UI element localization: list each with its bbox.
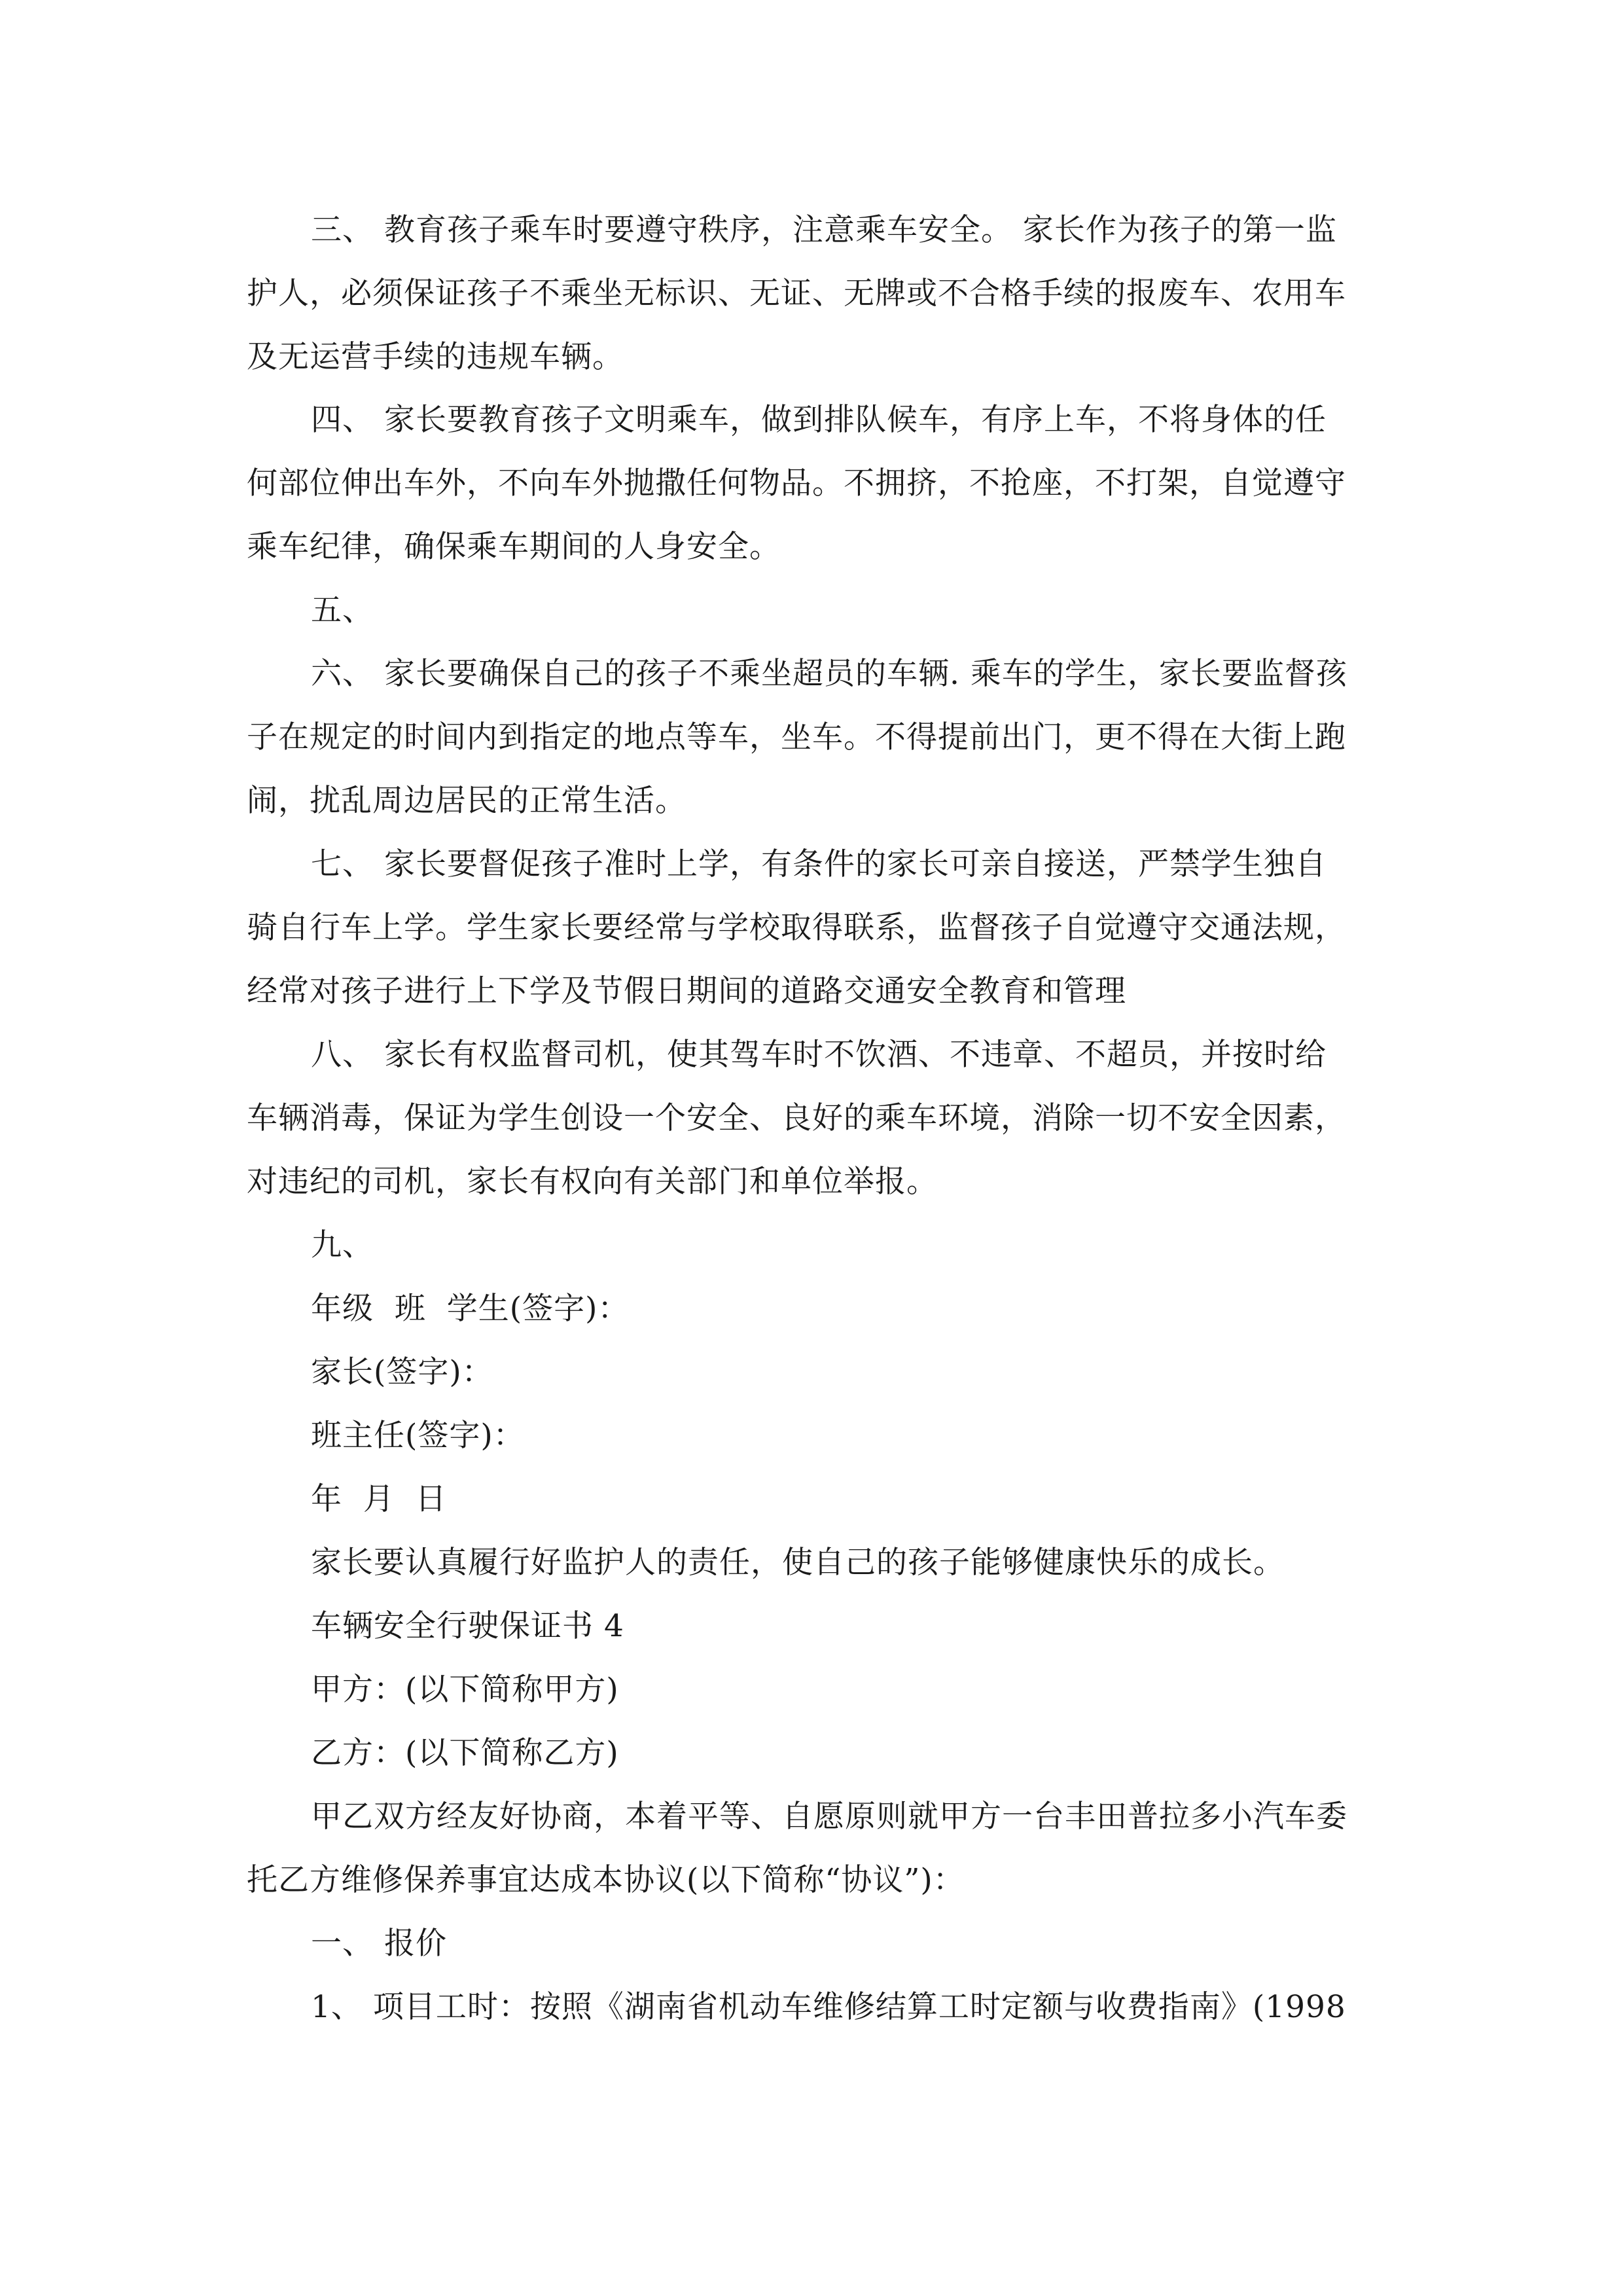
party-a: 甲方：(以下简称甲方): [311, 1672, 619, 1708]
paragraph-3-line-1: 三、 教育孩子乘车时要遵守秩序，注意乘车安全。 家长作为孩子的第一监: [311, 212, 1337, 248]
paragraph-3-line-2: 护人，必须保证孩子不乘坐无标识、无证、无牌或不合格手续的报废车、农用车: [247, 276, 1346, 312]
paragraph-4-line-1: 四、 家长要教育孩子文明乘车，做到排队候车，有序上车，不将身体的任: [311, 402, 1327, 438]
paragraph-7-line-1: 七、 家长要督促孩子准时上学，有条件的家长可亲自接送，严禁学生独自: [311, 846, 1327, 882]
signature-parent: 家长(签字)：: [311, 1354, 493, 1390]
paragraph-8-line-3: 对违纪的司机，家长有权向有关部门和单位举报。: [247, 1164, 938, 1200]
paragraph-7-line-2: 骑自行车上学。学生家长要经常与学校取得联系，监督孩子自觉遵守交通法规，: [247, 910, 1346, 946]
section-title: 车辆安全行驶保证书 4: [311, 1608, 624, 1644]
paragraph-9-line-1: 九、: [311, 1227, 374, 1263]
item-1-1: 1、 项目工时：按照《湖南省机动车维修结算工时定额与收费指南》(1998: [311, 1989, 1346, 2025]
paragraph-3-line-3: 及无运营手续的违规车辆。: [247, 339, 624, 375]
paragraph-6-line-2: 子在规定的时间内到指定的地点等车，坐车。不得提前出门，更不得在大街上跑: [247, 719, 1346, 755]
party-b: 乙方：(以下简称乙方): [311, 1735, 619, 1771]
paragraph-8-line-1: 八、 家长有权监督司机，使其驾车时不饮酒、不违章、不超员，并按时给: [311, 1037, 1327, 1073]
agreement-line-1: 甲乙双方经友好协商，本着平等、自愿原则就甲方一台丰田普拉多小汽车委: [311, 1799, 1347, 1835]
paragraph-6-line-1: 六、 家长要确保自己的孩子不乘坐超员的车辆. 乘车的学生，家长要监督孩: [311, 656, 1347, 692]
signature-grade-class-student: 年级 班 学生(签字)：: [311, 1291, 630, 1327]
paragraph-7-line-3: 经常对孩子进行上下学及节假日期间的道路交通安全教育和管理: [247, 973, 1126, 1009]
paragraph-4-line-3: 乘车纪律，确保乘车期间的人身安全。: [247, 529, 781, 565]
item-1-heading: 一、 报价: [311, 1926, 447, 1962]
paragraph-6-line-3: 闹，扰乱周边居民的正常生活。: [247, 783, 687, 819]
paragraph-4-line-2: 何部位伸出车外，不向车外抛撒任何物品。不拥挤，不抢座，不打架，自觉遵守: [247, 465, 1346, 501]
paragraph-8-line-2: 车辆消毒，保证为学生创设一个安全、良好的乘车环境，消除一切不安全因素，: [247, 1100, 1346, 1136]
paragraph-5-line-1: 五、: [311, 592, 374, 628]
closing-statement: 家长要认真履行好监护人的责任，使自己的孩子能够健康快乐的成长。: [311, 1545, 1285, 1581]
agreement-line-2: 托乙方维修保养事宜达成本协议(以下简称“协议”)：: [247, 1862, 965, 1898]
signature-head-teacher: 班主任(签字)：: [311, 1418, 525, 1454]
signature-date: 年 月 日: [311, 1481, 447, 1517]
